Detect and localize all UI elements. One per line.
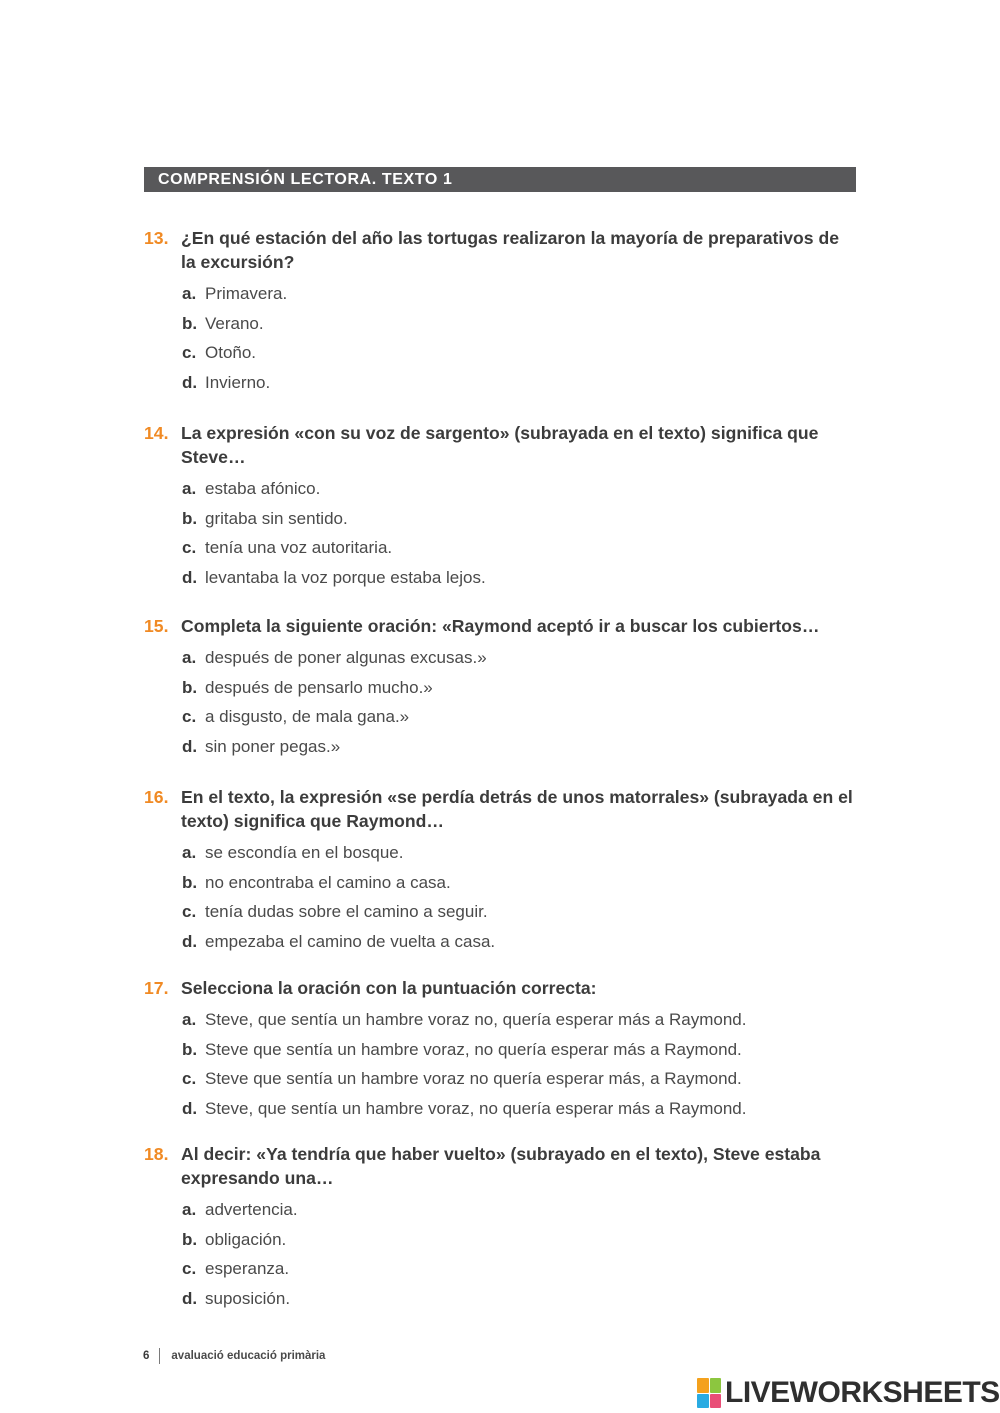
options-list: [144, 474, 858, 592]
page-footer: [143, 1348, 325, 1364]
option-text: después de poner algunas excusas.»: [205, 648, 487, 667]
question-14: [144, 421, 858, 592]
question-text-block: [144, 614, 858, 638]
option-text: no encontraba el camino a casa.: [205, 872, 451, 892]
option-letter: d.: [182, 372, 198, 392]
option-d[interactable]: [144, 368, 858, 398]
option-b[interactable]: [144, 504, 858, 534]
question-text-block: [144, 976, 858, 1000]
logo-square-pink: [710, 1394, 722, 1409]
option-letter: c.: [182, 343, 197, 362]
question-text: ¿En qué estación del año las tortugas realizaron la mayoría de preparativos de la excursión?: [181, 228, 840, 272]
option-c[interactable]: [144, 702, 858, 732]
footer-divider: [159, 1348, 160, 1364]
option-c[interactable]: [144, 338, 858, 368]
question-text: Al decir: «Ya tendría que haber vuelto» (subrayado en el texto), Steve estaba expresando una…: [181, 1144, 821, 1188]
logo-square-green: [710, 1378, 722, 1393]
liveworksheets-brand[interactable]: [697, 1376, 1000, 1410]
section-title-bar: [144, 167, 856, 192]
option-letter: c.: [182, 1069, 197, 1088]
question-13: [144, 226, 858, 397]
option-text: gritaba sin sentido.: [205, 508, 348, 528]
liveworksheets-logo-icon: [697, 1378, 721, 1408]
question-text: La expresión «con su voz de sargento» (subrayada en el texto) significa que Steve…: [181, 423, 819, 467]
option-text: Verano.: [205, 313, 264, 333]
question-15: [144, 614, 858, 761]
option-letter: b.: [182, 313, 198, 333]
option-a[interactable]: [144, 279, 858, 309]
question-text-block: [144, 226, 858, 274]
option-letter: a.: [182, 479, 197, 498]
option-c[interactable]: [144, 533, 858, 563]
question-number: 16.: [144, 787, 169, 807]
option-letter: a.: [182, 648, 197, 667]
option-letter: a.: [182, 1010, 197, 1029]
option-c[interactable]: [144, 1064, 858, 1094]
option-text: tenía una voz autoritaria.: [205, 538, 393, 557]
question-number: 17.: [144, 978, 169, 998]
options-list: [144, 643, 858, 761]
option-letter: b.: [182, 1229, 198, 1249]
question-18: [144, 1142, 858, 1313]
option-text: estaba afónico.: [205, 479, 321, 498]
options-list: [144, 279, 858, 397]
logo-square-blue: [697, 1394, 709, 1409]
option-text: Invierno.: [205, 372, 271, 392]
option-c[interactable]: [144, 1254, 858, 1284]
option-letter: c.: [182, 1259, 197, 1278]
option-letter: c.: [182, 707, 197, 726]
option-text: esperanza.: [205, 1259, 290, 1278]
question-17: [144, 976, 858, 1123]
question-text-block: [144, 785, 858, 833]
option-letter: b.: [182, 1039, 198, 1059]
section-title: COMPRENSIÓN LECTORA. TEXTO 1: [158, 171, 453, 188]
option-a[interactable]: [144, 1005, 858, 1035]
options-list: [144, 1005, 858, 1123]
option-text: Otoño.: [205, 343, 257, 362]
option-letter: b.: [182, 508, 198, 528]
option-text: obligación.: [205, 1229, 287, 1249]
page-number: 6: [143, 1350, 150, 1362]
question-number: 15.: [144, 616, 169, 636]
option-letter: d.: [182, 1098, 198, 1118]
options-list: [144, 1195, 858, 1313]
option-letter: b.: [182, 872, 198, 892]
option-a[interactable]: [144, 838, 858, 868]
option-letter: d.: [182, 736, 198, 756]
option-letter: a.: [182, 843, 197, 862]
option-b[interactable]: [144, 309, 858, 339]
option-b[interactable]: [144, 1035, 858, 1065]
option-text: después de pensarlo mucho.»: [205, 677, 433, 697]
option-a[interactable]: [144, 474, 858, 504]
option-text: sin poner pegas.»: [205, 736, 341, 756]
option-text: Steve que sentía un hambre voraz, no quería esperar más a Raymond.: [205, 1039, 742, 1059]
question-number: 14.: [144, 423, 169, 443]
question-text-block: [144, 421, 858, 469]
question-text: Selecciona la oración con la puntuación correcta:: [181, 978, 597, 998]
option-letter: b.: [182, 677, 198, 697]
option-letter: d.: [182, 1288, 198, 1308]
option-d[interactable]: [144, 563, 858, 593]
option-text: Steve que sentía un hambre voraz no quería esperar más, a Raymond.: [205, 1069, 742, 1088]
option-text: Primavera.: [205, 284, 288, 303]
option-text: suposición.: [205, 1288, 291, 1308]
question-number: 18.: [144, 1144, 169, 1164]
question-text: En el texto, la expresión «se perdía detrás de unos matorrales» (subrayada en el texto) significa que Raymond…: [181, 787, 853, 831]
footer-title: avaluació educació primària: [171, 1350, 326, 1362]
option-text: Steve, que sentía un hambre voraz no, quería esperar más a Raymond.: [205, 1010, 747, 1029]
option-b[interactable]: [144, 1225, 858, 1255]
option-b[interactable]: [144, 673, 858, 703]
option-text: advertencia.: [205, 1200, 298, 1219]
option-b[interactable]: [144, 868, 858, 898]
option-a[interactable]: [144, 643, 858, 673]
option-text: se escondía en el bosque.: [205, 843, 404, 862]
option-letter: c.: [182, 538, 197, 557]
option-c[interactable]: [144, 897, 858, 927]
option-text: Steve, que sentía un hambre voraz, no quería esperar más a Raymond.: [205, 1098, 747, 1118]
option-d[interactable]: [144, 1094, 858, 1124]
question-text: Completa la siguiente oración: «Raymond aceptó ir a buscar los cubiertos…: [181, 616, 820, 636]
option-letter: a.: [182, 284, 197, 303]
options-list: [144, 838, 858, 956]
option-text: tenía dudas sobre el camino a seguir.: [205, 902, 488, 921]
option-d[interactable]: [144, 927, 858, 957]
option-text: levantaba la voz porque estaba lejos.: [205, 567, 486, 587]
logo-square-orange: [697, 1378, 709, 1393]
option-letter: a.: [182, 1200, 197, 1219]
option-letter: d.: [182, 567, 198, 587]
option-d[interactable]: [144, 732, 858, 762]
option-letter: c.: [182, 902, 197, 921]
option-a[interactable]: [144, 1195, 858, 1225]
question-text-block: [144, 1142, 858, 1190]
question-number: 13.: [144, 228, 169, 248]
brand-text: LIVEWORKSHEETS: [725, 1376, 1000, 1409]
question-16: [144, 785, 858, 956]
option-text: a disgusto, de mala gana.»: [205, 707, 410, 726]
option-letter: d.: [182, 931, 198, 951]
option-d[interactable]: [144, 1284, 858, 1314]
option-text: empezaba el camino de vuelta a casa.: [205, 931, 496, 951]
